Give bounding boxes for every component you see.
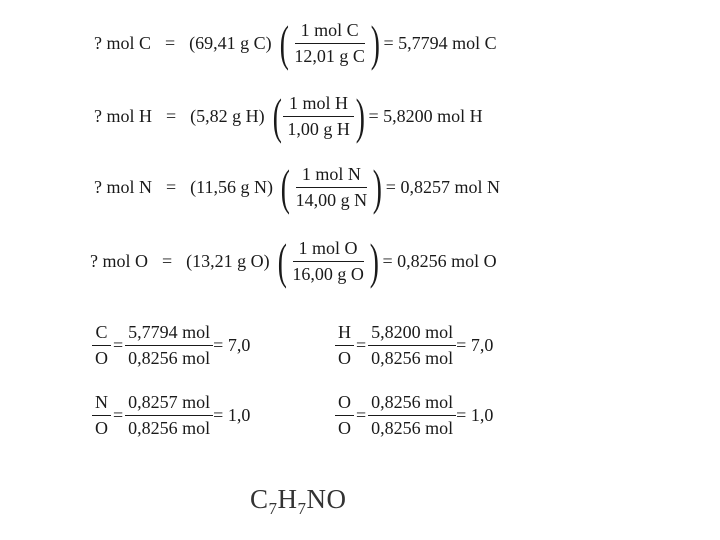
element-ratio bbox=[335, 392, 354, 439]
mass-value: (11,56 g N) bbox=[190, 176, 273, 197]
formula-hydrogen-subscript: 7 bbox=[297, 499, 307, 518]
fraction bbox=[281, 93, 356, 140]
ratio-result: = 7,0 bbox=[213, 335, 251, 355]
quantity-label: ? mol O bbox=[90, 250, 148, 271]
formula-nitrogen-oxygen: NO bbox=[306, 484, 347, 514]
conversion-factor: ( $\frac{\text{1 mol N}}{\text{14,00 g N}}$ ) bbox=[280, 159, 383, 215]
element-ratio bbox=[92, 322, 111, 369]
fraction-numerator: 1 mol O bbox=[293, 238, 364, 262]
equals-sign: = bbox=[166, 176, 177, 197]
fraction-denominator: 12,01 g C bbox=[294, 45, 365, 66]
conversion-nitrogen bbox=[92, 159, 502, 215]
ratio-denominator: 0,8256 mol bbox=[128, 418, 211, 438]
quantity-label: ? mol C bbox=[94, 32, 151, 53]
mass-value: (69,41 g C) bbox=[189, 32, 272, 53]
ratio-numerator: 0,8256 mol bbox=[368, 392, 456, 416]
conversion-hydrogen bbox=[92, 88, 485, 144]
ratio-carbon-oxygen: $\frac{C}{O}$ = $\frac{\text{5,7794 mol}}{\text{0,8256 mol}}$ = 7,0 bbox=[92, 322, 250, 369]
ratio-result: = 7,0 bbox=[456, 335, 494, 355]
result-value: = 5,8200 mol H bbox=[368, 105, 483, 126]
mole-ratio bbox=[125, 322, 213, 369]
fraction bbox=[288, 20, 371, 67]
ratio-denominator: 0,8256 mol bbox=[371, 418, 454, 438]
conversion-carbon bbox=[92, 15, 499, 71]
ratio-denominator: 0,8256 mol bbox=[128, 348, 211, 368]
ratio-element: C bbox=[92, 322, 110, 346]
ratio-base-element: O bbox=[338, 418, 351, 438]
fraction-numerator: 1 mol N bbox=[296, 164, 367, 188]
mole-ratio bbox=[125, 392, 213, 439]
ratio-numerator: 5,8200 mol bbox=[368, 322, 456, 346]
ratio-base-element: O bbox=[95, 418, 108, 438]
equals-sign: = bbox=[166, 105, 177, 126]
ratio-denominator: 0,8256 mol bbox=[371, 348, 454, 368]
formula-hydrogen: H bbox=[277, 484, 298, 514]
equals-sign: = bbox=[162, 250, 173, 271]
conversion-factor: ( $\frac{\text{1 mol O}}{\text{16,00 g O}}$ ) bbox=[277, 233, 379, 289]
formula-carbon-subscript: 7 bbox=[268, 499, 278, 518]
ratio-element: H bbox=[335, 322, 354, 346]
ratio-element: O bbox=[335, 392, 354, 416]
mole-ratio bbox=[368, 322, 456, 369]
conversion-oxygen bbox=[88, 233, 499, 289]
result-value: = 0,8257 mol N bbox=[385, 176, 500, 197]
ratio-oxygen-oxygen: $\frac{O}{O}$ = $\frac{\text{0,8256 mol}}{\text{0,8256 mol}}$ = 1,0 bbox=[335, 392, 493, 439]
fraction bbox=[286, 238, 370, 285]
fraction-denominator: 14,00 g N bbox=[295, 189, 368, 210]
result-value: = 5,7794 mol C bbox=[383, 32, 497, 53]
mass-value: (13,21 g O) bbox=[186, 250, 270, 271]
ratio-hydrogen-oxygen: $\frac{H}{O}$ = $\frac{\text{5,8200 mol}}{\text{0,8256 mol}}$ = 7,0 bbox=[335, 322, 493, 369]
conversion-factor: ( $\frac{\text{1 mol H}}{\text{1,00 g H}}$ ) bbox=[272, 88, 365, 144]
ratio-element: N bbox=[92, 392, 111, 416]
ratio-base-element: O bbox=[95, 348, 108, 368]
ratio-result: = 1,0 bbox=[456, 405, 494, 425]
element-ratio bbox=[92, 392, 111, 439]
empirical-formula bbox=[250, 484, 347, 518]
ratio-nitrogen-oxygen: $\frac{N}{O}$ = $\frac{\text{0,8257 mol}}{\text{0,8256 mol}}$ = 1,0 bbox=[92, 392, 250, 439]
fraction bbox=[290, 164, 374, 211]
fraction-denominator: 16,00 g O bbox=[292, 263, 364, 284]
fraction-numerator: 1 mol C bbox=[295, 20, 365, 44]
result-value: = 0,8256 mol O bbox=[382, 250, 497, 271]
ratio-numerator: 0,8257 mol bbox=[125, 392, 213, 416]
mass-value: (5,82 g H) bbox=[190, 105, 265, 126]
mole-ratio bbox=[368, 392, 456, 439]
ratio-result: = 1,0 bbox=[213, 405, 251, 425]
ratio-numerator: 5,7794 mol bbox=[125, 322, 213, 346]
ratio-base-element: O bbox=[338, 348, 351, 368]
element-ratio bbox=[335, 322, 354, 369]
conversion-factor: ( $\frac{\text{1 mol C}}{\text{12,01 g C}}$ ) bbox=[279, 15, 380, 71]
fraction-denominator: 1,00 g H bbox=[287, 118, 350, 139]
equals-sign: = bbox=[165, 32, 176, 53]
quantity-label: ? mol H bbox=[94, 105, 152, 126]
fraction-numerator: 1 mol H bbox=[283, 93, 354, 117]
formula-carbon: C bbox=[250, 484, 269, 514]
quantity-label: ? mol N bbox=[94, 176, 152, 197]
